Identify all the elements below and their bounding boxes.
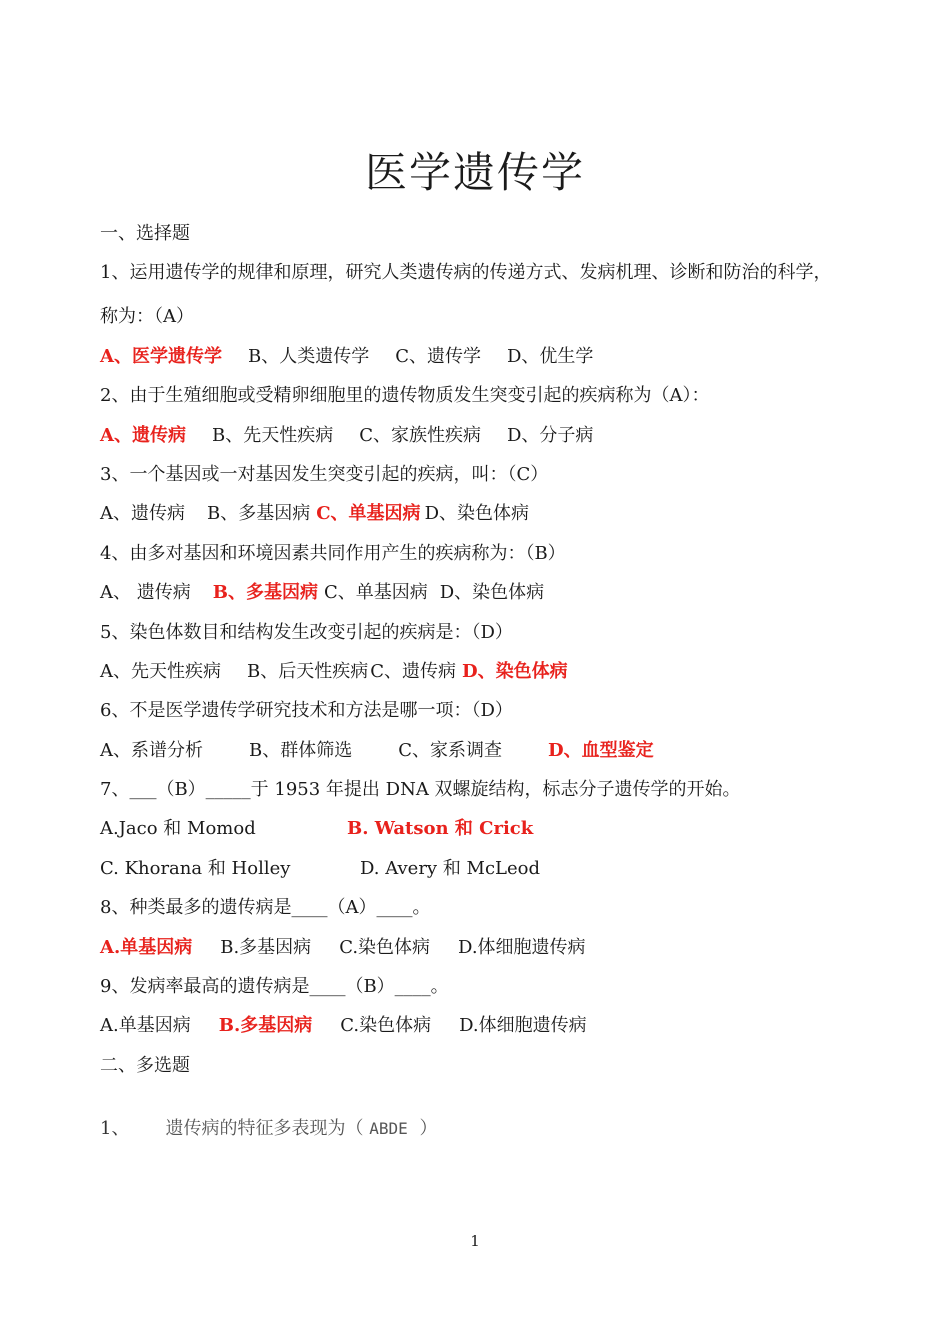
document-title: 医学遗传学 [364,148,585,197]
option: D、染色体病 [424,503,529,525]
question-8-stem: 8、种类最多的遗传病是____（A）____。 [100,897,431,919]
question-5-options [100,656,860,695]
option: C.染色体病 [339,936,431,958]
option-answer: D、血型鉴定 [548,739,654,761]
question-7-stem: 7、___（B）_____于 1953 年提出 DNA 双螺旋结构，标志分子遗传学的开始。 [100,779,741,801]
option-answer: A.单基因病 [100,936,193,958]
section-heading-multi: 二、多选题 [100,1054,190,1076]
option-answer: B、多基因病 [212,582,318,604]
multi-question-1 [100,1114,437,1140]
question-9-stem: 9、发病率最高的遗传病是____（B）____。 [100,976,449,998]
option-answer: C、单基因病 [316,503,421,525]
option: C. Khorana 和 Holley [100,857,291,879]
multi-question-close: ） [419,1118,438,1139]
option: A.单基因病 [100,1015,191,1037]
option-answer: D、染色体病 [462,660,568,682]
option: B.多基因病 [220,936,312,958]
question-3-stem: 3、一个基因或一对基因发生突变引起的疾病，叫：（C） [100,463,549,485]
option: A、遗传病 [100,503,185,525]
option-answer: B. Watson 和 Crick [347,818,534,840]
option: C、家族性疾病 [359,424,481,446]
question-6-options [100,735,860,774]
question-1-options [100,341,860,380]
question-2-stem: 2、由于生殖细胞或受精卵细胞里的遗传物质发生突变引起的疾病称为（A）： [100,385,710,407]
option: C、遗传学 [395,345,481,367]
option: A、系谱分析 [100,739,203,761]
option: D、优生学 [506,345,594,367]
option: B、人类遗传学 [247,345,370,367]
option: B、多基因病 [207,503,311,525]
option: C、单基因病 [323,582,428,604]
option: A.Jaco 和 Momod [100,818,256,840]
question-7-options-row2 [100,853,860,892]
question-6-stem: 6、不是医学遗传学研究技术和方法是哪一项：（D） [100,700,513,722]
option: C、家系调查 [398,739,503,761]
option: D、染色体病 [439,582,545,604]
option: C.染色体病 [340,1015,432,1037]
option: B、群体筛选 [249,739,353,761]
question-4-options [100,577,860,616]
question-3-options [100,498,860,537]
option-answer: B.多基因病 [218,1015,313,1037]
option: D.体细胞遗传病 [458,936,586,958]
option-answer: A、遗传病 [100,424,186,446]
multi-question-stem: 遗传病的特征多表现为（ [165,1118,364,1139]
option: D. Avery 和 McLeod [360,857,541,879]
page-number: 1 [470,1232,480,1250]
option: D.体细胞遗传病 [459,1015,587,1037]
multi-question-answer: ABDE [369,1119,408,1138]
question-1-stem: 1、运用遗传学的规律和原理，研究人类遗传病的传递方式、发病机理、诊断和防治的科学， [100,262,832,284]
question-7-options-row1 [100,813,860,852]
question-4-stem: 4、由多对基因和环境因素共同作用产生的疾病称为：（B） [100,542,566,564]
question-1-stem-cont: 称为：（A） [100,306,194,328]
question-8-options [100,932,860,971]
option-answer: A、医学遗传学 [100,345,222,367]
multi-question-number: 1、 [100,1118,130,1139]
option: A、 遗传病 [100,582,191,604]
question-5-stem: 5、染色体数目和结构发生改变引起的疾病是：（D） [100,621,513,643]
option: A、先天性疾病 [100,660,221,682]
option: B、先天性疾病 [211,424,334,446]
section-heading-choice: 一、选择题 [100,223,190,244]
option: C、遗传病 [370,660,457,682]
document-body [100,218,860,1089]
option: B、后天性疾病 [247,660,369,682]
question-9-options [100,1010,860,1049]
option: D、分子病 [506,424,594,446]
question-2-options [100,420,860,459]
